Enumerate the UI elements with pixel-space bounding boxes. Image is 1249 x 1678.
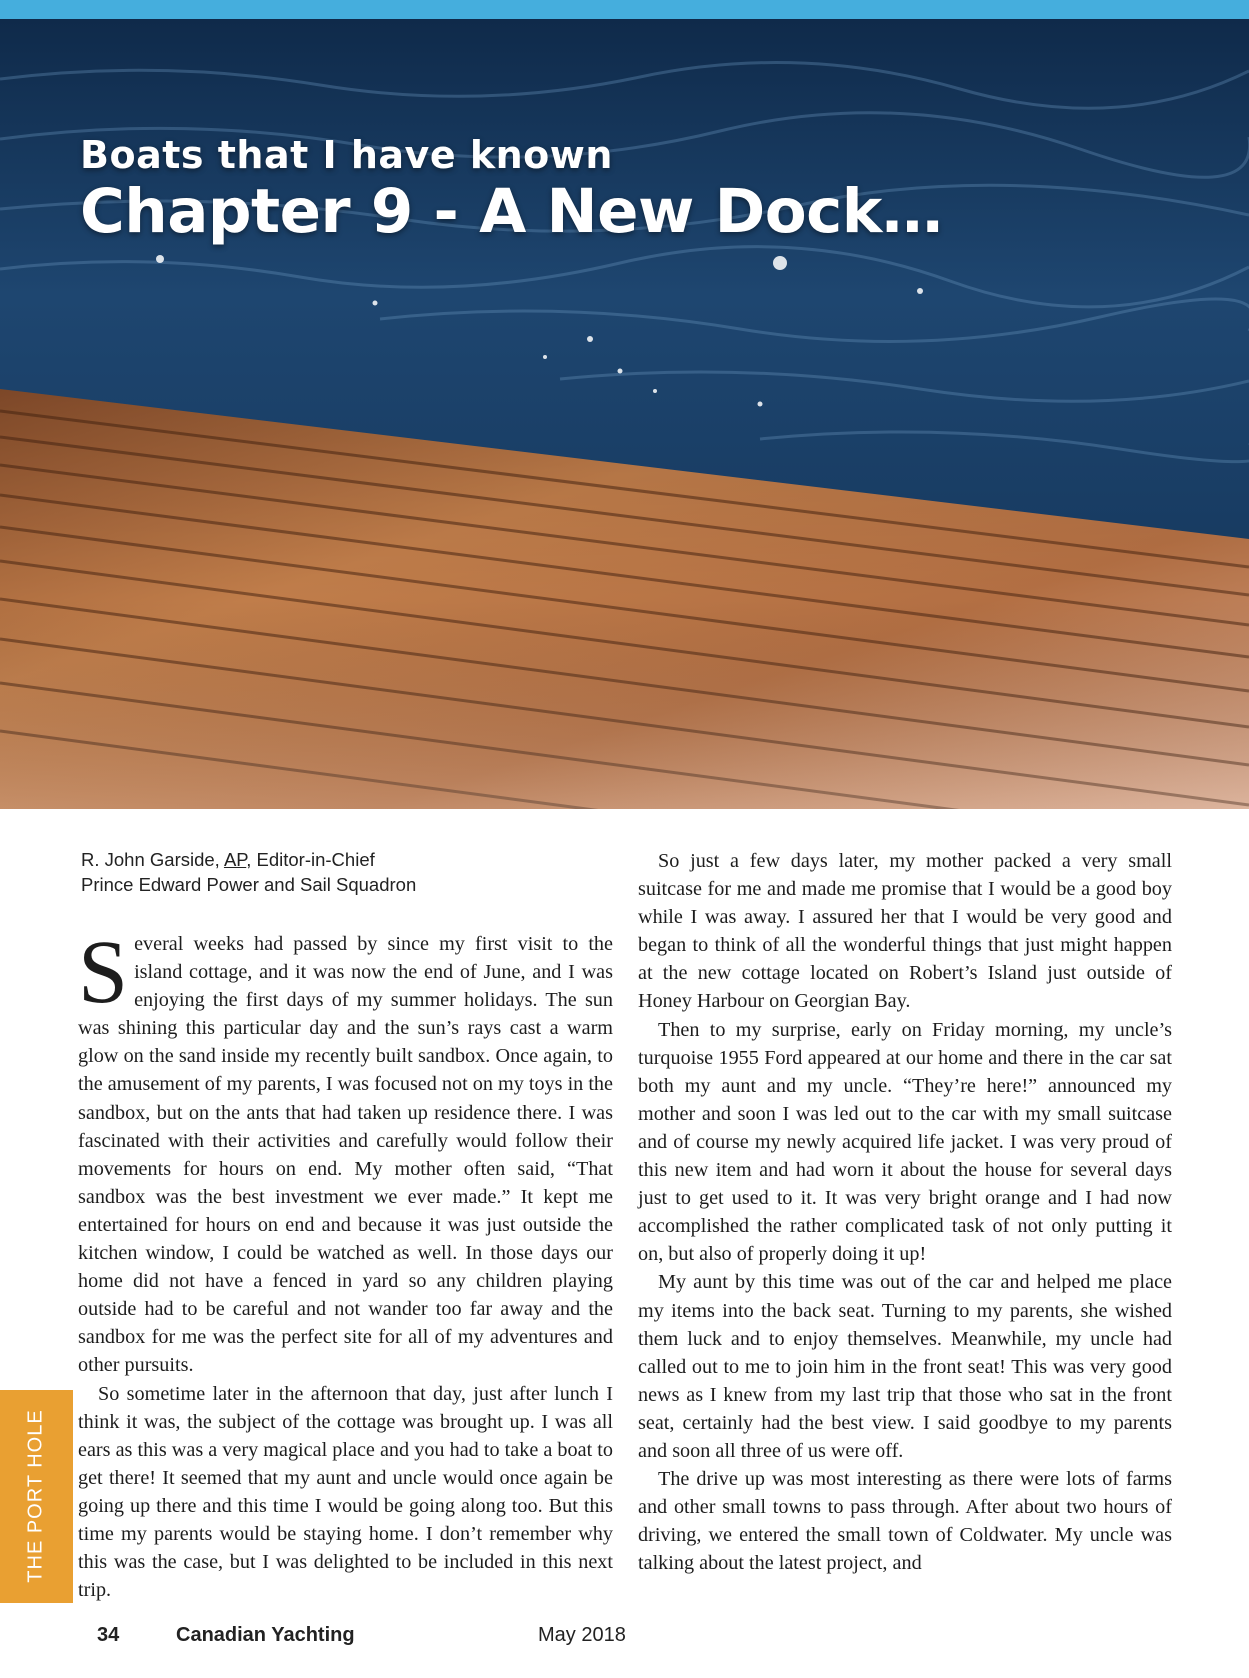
series-title: Boats that I have known	[80, 133, 613, 177]
paragraph: Several weeks had passed by since my first visit to the island cottage, and it was now the end of June, and I was enjoying the first days of my summer holidays. The sun was shining this particular day and the sun’s rays cast a warm glow on the sand inside my recently built sandbox. Once again, to the amusement of my parents, I was focused not on my toys in the sandbox, but on the ants that had taken up residence there. I was fascinated with their activities and carefully would follow their movements for hours on end. My mother often said, “That sandbox was the best investment we ever made.” It kept me entertained for hours on end and because it was just outside the kitchen window, I could be watched as well. In those days our home did not have a fenced in yard so any children playing outside had to be careful and not wander too far away and the sandbox for me was the perfect site for all of my adventures and other pursuits.	[78, 923, 613, 1377]
author-title: , Editor-in-Chief	[246, 849, 375, 870]
page-number: 34	[97, 1624, 120, 1646]
paragraph: Then to my surprise, early on Friday morning, my uncle’s turquoise 1955 Ford appeared at our home and there in the car sat both my aunt and my uncle. “They’re here!” announced my mother and soon I was led out to the car with my small suitcase and of course my newly acquired life jacket. I was very proud of this new item and had worn it about the house for several days just to get used to it. It was very bright orange and I had now accomplished the rather complicated task of not only putting it on, but also of properly doing it up!	[638, 1018, 1172, 1266]
drop-cap: S	[78, 923, 129, 1022]
article-column-left	[78, 923, 613, 1604]
section-tab	[0, 1390, 73, 1603]
article-title	[80, 132, 942, 246]
paragraph: So sometime later in the afternoon that day, just after lunch I think it was, the subject of the cottage was brought up. I was all ears as this was a very magical place and you had to take a boat to get there! It seemed that my aunt and uncle would once again be going up there and this time I would be going along too. But this time my parents would be staying home. I don’t remember why this was the case, but I was delighted to be included in this next trip.	[78, 1382, 613, 1602]
paragraph: The drive up was most interesting as there were lots of farms and other small towns to pass through. After about two hours of driving, we entered the small town of Coldwater. My uncle was talking about the latest project, and	[638, 1468, 1172, 1575]
hero-image	[0, 19, 1249, 809]
paragraph: My aunt by this time was out of the car and helped me place my items into the back seat. Turning to my parents, she wished them luck and to enjoy themselves. Meanwhile, my uncle had called out to me to join him in the front seat! This was very good news as I knew from my last trip that those who sat in the front seat, certainly had the best view. I said goodbye to my parents and soon all three of us were off.	[638, 1271, 1172, 1462]
byline-author-line	[81, 847, 416, 872]
article-column-right	[638, 847, 1172, 1577]
paragraph: So just a few days later, my mother packed a very small suitcase for me and made me promise that I would be a good boy while I was away. I assured her that I would be very good and began to think of all the wonderful things that just might happen at the new cottage located on Robert’s Island just outside of Honey Harbour on Georgian Bay.	[638, 850, 1172, 1013]
section-tab-label: THE PORT HOLE	[24, 1409, 47, 1583]
author-organization: Prince Edward Power and Sail Squadron	[81, 874, 417, 895]
issue-date: May 2018	[538, 1624, 626, 1646]
magazine-name: Canadian Yachting	[176, 1624, 355, 1646]
top-color-bar	[0, 0, 1249, 19]
author-rank: AP	[223, 849, 247, 870]
chapter-headline: Chapter 9 - A New Dock…	[80, 176, 943, 247]
byline	[81, 847, 416, 897]
author-name: R. John Garside,	[81, 849, 224, 870]
